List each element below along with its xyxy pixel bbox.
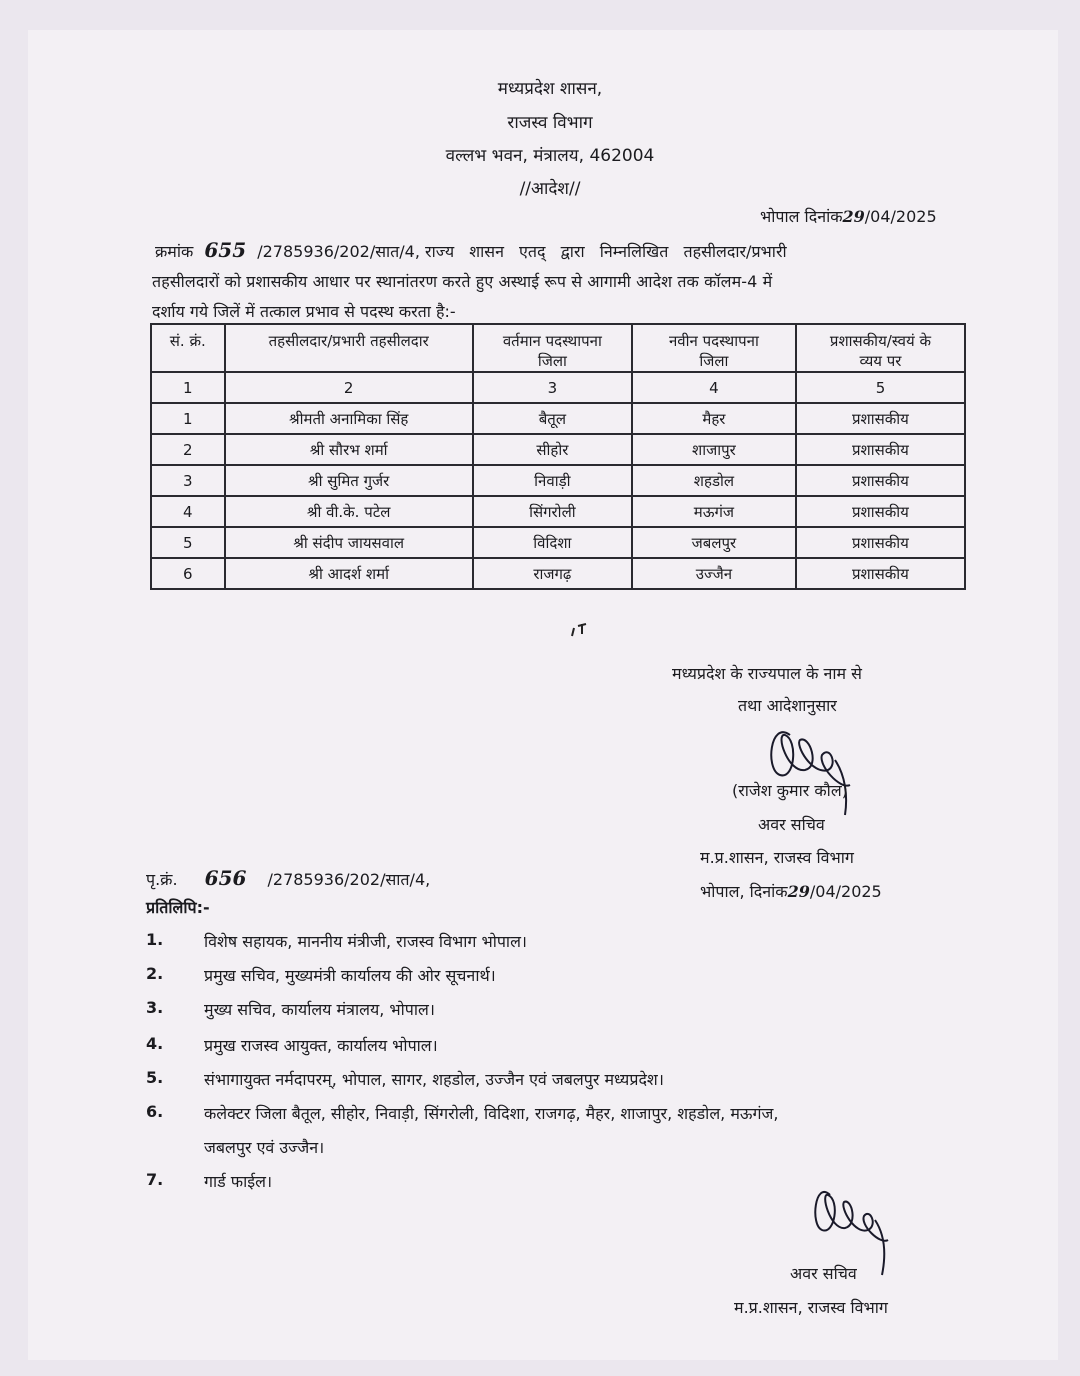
column-number: 2 bbox=[225, 372, 473, 403]
copy-heading: प्रतिलिपि:- bbox=[146, 898, 210, 917]
signatory-date: भोपाल, दिनांक29/04/2025 bbox=[700, 882, 882, 901]
header-government: मध्यप्रदेश शासन, bbox=[497, 79, 603, 99]
table-row: 4 श्री वी.के. पटेल सिंगरोली मऊगंज प्रशासकीय bbox=[151, 496, 965, 527]
table-row: 1 श्रीमती अनामिका सिंह बैतूल मैहर प्रशासकीय bbox=[151, 403, 965, 434]
table-row: 2 श्री सौरभ शर्मा सीहोर शाजापुर प्रशासकीय bbox=[151, 434, 965, 465]
table-row: 6 श्री आदर्श शर्मा राजगढ़ उज्जैन प्रशासकीय bbox=[151, 558, 965, 589]
signatory-office: म.प्र.शासन, राजस्व विभाग bbox=[700, 848, 854, 867]
col-header-name: तहसीलदार/प्रभारी तहसीलदार bbox=[225, 324, 473, 372]
signatory-2-designation: अवर सचिव bbox=[790, 1264, 857, 1283]
document-page bbox=[28, 30, 1058, 1360]
order-line-1-text: राज्य शासन एतद् द्वारा निम्नलिखित तहसीलदार/प्रभारी bbox=[425, 242, 787, 261]
pen-mark-icon bbox=[568, 622, 598, 642]
list-item-continuation: जबलपुर एवं उज्जैन। bbox=[204, 1138, 325, 1157]
col-header-current-posting: वर्तमान पदस्थापना जिला bbox=[473, 324, 632, 372]
copy-number-handwritten: 656 bbox=[204, 866, 247, 890]
order-date-handwritten: 29 bbox=[842, 207, 865, 226]
order-line-2: तहसीलदारों को प्रशासकीय आधार पर स्थानांतरण करते हुए अस्थाई रूप से आगामी आदेश तक कॉलम-4 में bbox=[152, 272, 773, 291]
column-number: 3 bbox=[473, 372, 632, 403]
order-line-3: दर्शाय गये जिलें में तत्काल प्रभाव से पदस्थ करता है:- bbox=[152, 302, 456, 321]
transfer-table bbox=[150, 323, 966, 590]
order-date-prefix: भोपाल दिनांक bbox=[760, 207, 843, 226]
column-number: 5 bbox=[796, 372, 965, 403]
header-address: वल्लभ भवन, मंत्रालय, 462004 bbox=[445, 146, 655, 166]
column-number: 1 bbox=[151, 372, 225, 403]
signatory-2-office: म.प्र.शासन, राजस्व विभाग bbox=[734, 1298, 888, 1317]
order-reference: /2785936/202/सात/4, bbox=[257, 242, 420, 261]
order-line-1 bbox=[155, 238, 965, 262]
column-number: 4 bbox=[632, 372, 796, 403]
table-row: 3 श्री सुमित गुर्जर निवाड़ी शहडोल प्रशासकीय bbox=[151, 465, 965, 496]
copy-reference-line: पृ.क्रं. 656 /2785936/202/सात/4, bbox=[146, 866, 431, 890]
signatory-order-line: तथा आदेशानुसार bbox=[738, 696, 837, 715]
order-number-handwritten: 655 bbox=[204, 238, 247, 262]
signatory-designation: अवर सचिव bbox=[758, 815, 825, 834]
header-order-title: //आदेश// bbox=[519, 179, 581, 199]
signature-1-icon bbox=[750, 715, 880, 825]
table-row: 5 श्री संदीप जायसवाल विदिशा जबलपुर प्रशासकीय bbox=[151, 527, 965, 558]
col-header-expense: प्रशासकीय/स्वयं के व्यय पर bbox=[796, 324, 965, 372]
order-number-label: क्रमांक bbox=[155, 242, 194, 261]
header-department: राजस्व विभाग bbox=[507, 113, 593, 133]
signatory-name: (राजेश कुमार कौल) bbox=[732, 781, 848, 800]
col-header-new-posting: नवीन पदस्थापना जिला bbox=[632, 324, 796, 372]
order-date-suffix: /04/2025 bbox=[864, 207, 937, 226]
col-header-serial: सं. क्रं. bbox=[151, 324, 225, 372]
order-date bbox=[760, 205, 937, 227]
column-number-row bbox=[151, 372, 965, 403]
signatory-authority-line: मध्यप्रदेश के राज्यपाल के नाम से bbox=[672, 664, 862, 683]
